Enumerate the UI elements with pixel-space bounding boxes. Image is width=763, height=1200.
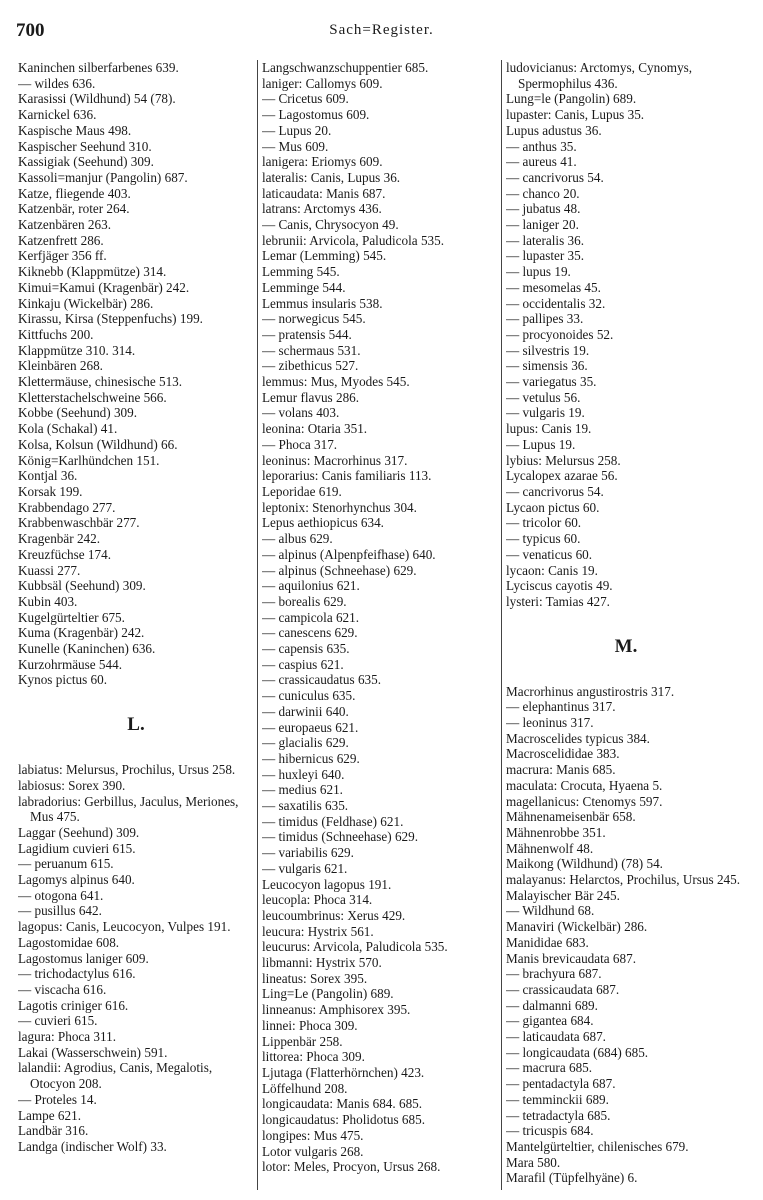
index-entry: Korsak 199. bbox=[18, 483, 83, 499]
index-entry: Landga (indischer Wolf) 33. bbox=[18, 1139, 167, 1154]
index-entry: Kunelle (Kaninchen) 636. bbox=[18, 641, 156, 657]
index-entry: Kaspischer Seehund 310. bbox=[18, 138, 152, 154]
column-divider bbox=[501, 60, 502, 1190]
index-entry: — variegatus 35. bbox=[506, 374, 597, 390]
index-entry: Kubin 403. bbox=[18, 593, 78, 609]
index-entry: labiatus: Melursus, Prochilus, Ursus 258. bbox=[18, 762, 236, 778]
index-entry: Kassigiak (Seehund) 309. bbox=[18, 154, 154, 170]
index-entry: Kinkaju (Wickelbär) 286. bbox=[18, 295, 154, 311]
index-entry: lupaster: Canis, Lupus 35. bbox=[506, 107, 645, 123]
index-entry: macrura: Manis 685. bbox=[506, 762, 616, 778]
index-entry: — darwinii 640. bbox=[262, 703, 349, 719]
index-entry: Leucocyon lagopus 191. bbox=[262, 876, 392, 892]
index-entry: Kreuzfüchse 174. bbox=[18, 546, 112, 562]
index-entry: — Lagostomus 609. bbox=[262, 107, 370, 123]
index-entry: linneanus: Amphisorex 395. bbox=[262, 1002, 411, 1018]
index-entry: Kynos pictus 60. bbox=[18, 672, 108, 688]
index-entry: leucurus: Arvicola, Paludicola 535. bbox=[262, 939, 448, 955]
index-entry: — venaticus 60. bbox=[506, 546, 593, 562]
index-entry: Mähnenrobbe 351. bbox=[506, 824, 606, 840]
page-header bbox=[0, 20, 763, 44]
index-entry: Leporidae 619. bbox=[262, 483, 342, 499]
index-entry: Lippenbär 258. bbox=[262, 1033, 343, 1049]
page-number: 700 bbox=[16, 20, 45, 41]
index-entry: — Wildhund 68. bbox=[506, 903, 595, 919]
index-entry: Mara 580. bbox=[506, 1154, 561, 1170]
index-entry: leonina: Otaria 351. bbox=[262, 421, 368, 437]
index-entry: Mähnenameisenbär 658. bbox=[506, 809, 636, 825]
index-entry: — pallipes 33. bbox=[506, 311, 584, 327]
index-entry: lebrunii: Arvicola, Paludicola 535. bbox=[262, 232, 445, 248]
index-entry: longicaudata: Manis 684. 685. bbox=[262, 1096, 423, 1112]
index-entry: — timidus (Schneehase) 629. bbox=[262, 829, 419, 845]
index-entry: laniger: Callomys 609. bbox=[262, 75, 383, 91]
index-entry: Katzenbär, roter 264. bbox=[18, 201, 130, 217]
index-entry: Klettermäuse, chinesische 513. bbox=[18, 374, 183, 390]
index-entry: Mähnenwolf 48. bbox=[506, 840, 594, 856]
index-entry: — Canis, Chrysocyon 49. bbox=[262, 217, 399, 233]
index-entry: ludovicianus: Arctomys, Cynomys, Spermophilus 436. bbox=[506, 60, 693, 91]
index-entry: latrans: Arctomys 436. bbox=[262, 201, 382, 217]
index-entry: — pusillus 642. bbox=[18, 903, 102, 919]
index-entry: — vulgaris 621. bbox=[262, 860, 348, 876]
index-entry: leporarius: Canis familiaris 113. bbox=[262, 468, 432, 484]
index-entry: — cuvieri 615. bbox=[18, 1013, 98, 1029]
index-entry: leoninus: Macrorhinus 317. bbox=[262, 452, 408, 468]
index-entry: Kugelgürteltier 675. bbox=[18, 609, 125, 625]
index-entry: — dalmanni 689. bbox=[506, 997, 598, 1013]
index-entry: Ljutaga (Flatterhörnchen) 423. bbox=[262, 1065, 425, 1080]
index-entry: — schermaus 531. bbox=[262, 342, 361, 358]
index-entry: Kola (Schakal) 41. bbox=[18, 421, 118, 437]
index-entry: — Cricetus 609. bbox=[262, 91, 349, 107]
column-divider bbox=[257, 60, 258, 1190]
index-entry: Lupus adustus 36. bbox=[506, 122, 602, 138]
index-entry: — lupaster 35. bbox=[506, 248, 585, 264]
index-entry: — canescens 629. bbox=[262, 625, 358, 641]
index-entry: Lemming 545. bbox=[262, 264, 340, 280]
index-entry: — Lupus 19. bbox=[506, 436, 576, 452]
index-entry: lagopus: Canis, Leucocyon, Vulpes 191. bbox=[18, 919, 231, 935]
index-entry: — crassicaudata 687. bbox=[506, 981, 620, 997]
index-entry: — laniger 20. bbox=[506, 217, 579, 233]
index-entry: — volans 403. bbox=[262, 405, 340, 421]
index-entry: Lung=le (Pangolin) 689. bbox=[506, 91, 637, 107]
index-entry: Maikong (Wildhund) (78) 54. bbox=[506, 856, 663, 872]
index-entry: Lampe 621. bbox=[18, 1107, 81, 1123]
index-entry: — otogona 641. bbox=[18, 887, 104, 903]
index-entry: Manididae 683. bbox=[506, 934, 589, 950]
index-entry: Klappmütze 310. 314. bbox=[18, 342, 136, 358]
index-entry: — crassicaudatus 635. bbox=[262, 672, 382, 688]
index-entry: Kuma (Kragenbär) 242. bbox=[18, 625, 145, 641]
section-letter-heading: L. bbox=[127, 714, 145, 736]
index-entry: labradorius: Gerbillus, Jaculus, Meriones, Mus 475. bbox=[18, 793, 239, 825]
index-entry: longicaudatus: Pholidotus 685. bbox=[262, 1112, 426, 1128]
index-entry: lysteri: Tamias 427. bbox=[506, 593, 610, 609]
index-entry: Kletterstachelschweine 566. bbox=[18, 389, 167, 405]
index-entry: — albus 629. bbox=[262, 531, 333, 547]
index-entry: Katze, fliegende 403. bbox=[18, 185, 131, 201]
index-entry: maculata: Crocuta, Hyaena 5. bbox=[506, 777, 663, 793]
index-entry: Lepus aethiopicus 634. bbox=[262, 515, 384, 531]
index-entry: — cuniculus 635. bbox=[262, 688, 356, 704]
index-entry: lateralis: Canis, Lupus 36. bbox=[262, 169, 401, 185]
index-entry: — cancrivorus 54. bbox=[506, 169, 604, 185]
index-entry: — macrura 685. bbox=[506, 1060, 593, 1076]
index-entry: Lyciscus cayotis 49. bbox=[506, 578, 613, 594]
index-entry: — gigantea 684. bbox=[506, 1013, 594, 1029]
section-letter-heading: M. bbox=[614, 635, 638, 657]
index-entry: — tricuspis 684. bbox=[506, 1123, 594, 1139]
index-entry: Karasissi (Wildhund) 54 (78). bbox=[18, 91, 176, 107]
index-entry: Macroscelididae 383. bbox=[506, 746, 620, 762]
index-entry: Kassoli=manjur (Pangolin) 687. bbox=[18, 169, 188, 185]
index-entry: Macrorhinus angustirostris 317. bbox=[506, 683, 675, 699]
index-entry: Krabbenwaschbär 277. bbox=[18, 515, 140, 531]
index-entry: lineatus: Sorex 395. bbox=[262, 970, 368, 986]
index-entry: Kragenbär 242. bbox=[18, 531, 101, 547]
index-entry: — pratensis 544. bbox=[262, 326, 352, 342]
index-entry: — aureus 41. bbox=[506, 154, 577, 170]
index-entry: linnei: Phoca 309. bbox=[262, 1017, 358, 1033]
index-entry: Langschwanzschuppentier 685. bbox=[262, 60, 429, 75]
index-entry: Lycalopex azarae 56. bbox=[506, 468, 618, 484]
index-entry: — laticaudata 687. bbox=[506, 1029, 606, 1045]
index-entry: Kiknebb (Klappmütze) 314. bbox=[18, 264, 167, 280]
index-entry: labiosus: Sorex 390. bbox=[18, 777, 126, 793]
index-entry: — variabilis 629. bbox=[262, 845, 354, 861]
index-entry: Lemar (Lemming) 545. bbox=[262, 248, 387, 264]
index-entry: Malayischer Bär 245. bbox=[506, 887, 620, 903]
index-entry: Lagidium cuvieri 615. bbox=[18, 840, 136, 856]
index-column-2 bbox=[262, 60, 498, 1190]
index-entry: Lemminge 544. bbox=[262, 279, 346, 295]
index-entry: libmanni: Hystrix 570. bbox=[262, 955, 382, 971]
index-entry: — anthus 35. bbox=[506, 138, 577, 154]
running-head: Sach=Register. bbox=[329, 22, 434, 38]
index-entry: lybius: Melursus 258. bbox=[506, 452, 621, 468]
index-entry: Kittfuchs 200. bbox=[18, 326, 94, 342]
index-entry: laticaudata: Manis 687. bbox=[262, 185, 386, 201]
index-entry: Lagostomus laniger 609. bbox=[18, 950, 149, 966]
index-entry: — capensis 635. bbox=[262, 641, 350, 657]
index-entry: — glacialis 629. bbox=[262, 735, 349, 751]
index-entry: — elephantinus 317. bbox=[506, 699, 616, 715]
index-entry: Löffelhund 208. bbox=[262, 1080, 348, 1096]
index-entry: Kaspische Maus 498. bbox=[18, 122, 132, 138]
index-entry: lycaon: Canis 19. bbox=[506, 562, 598, 578]
index-entry: lagura: Phoca 311. bbox=[18, 1029, 117, 1045]
index-entry: — cancrivorus 54. bbox=[506, 483, 604, 499]
index-entry: littorea: Phoca 309. bbox=[262, 1049, 365, 1065]
index-entry: — campicola 621. bbox=[262, 609, 360, 625]
index-entry: — viscacha 616. bbox=[18, 981, 107, 997]
index-entry: leptonix: Stenorhynchus 304. bbox=[262, 499, 417, 515]
index-entry: — pentadactyla 687. bbox=[506, 1076, 616, 1092]
index-entry: Manaviri (Wickelbär) 286. bbox=[506, 919, 648, 935]
index-entry: — longicaudata (684) 685. bbox=[506, 1044, 649, 1060]
index-entry: Kaninchen silberfarbenes 639. bbox=[18, 60, 179, 75]
index-entry: lupus: Canis 19. bbox=[506, 421, 592, 437]
index-entry: — wildes 636. bbox=[18, 75, 96, 91]
index-entry: — occidentalis 32. bbox=[506, 295, 606, 311]
index-entry: Kerfjäger 356 ff. bbox=[18, 248, 107, 264]
index-entry: — vulgaris 19. bbox=[506, 405, 585, 421]
index-entry: König=Karlhündchen 151. bbox=[18, 452, 160, 468]
index-entry: Lagomys alpinus 640. bbox=[18, 872, 135, 888]
index-entry: magellanicus: Ctenomys 597. bbox=[506, 793, 663, 809]
index-entry: — peruanum 615. bbox=[18, 856, 114, 872]
index-entry: Kolsa, Kolsun (Wildhund) 66. bbox=[18, 436, 178, 452]
index-column-1 bbox=[18, 60, 254, 1190]
index-entry: — simensis 36. bbox=[506, 358, 588, 374]
index-entry: — tetradactyla 685. bbox=[506, 1107, 611, 1123]
index-entry: — huxleyi 640. bbox=[262, 766, 345, 782]
index-entry: — temminckii 689. bbox=[506, 1091, 609, 1107]
index-entry: — vetulus 56. bbox=[506, 389, 581, 405]
index-entry: — borealis 629. bbox=[262, 593, 347, 609]
index-entry: leucura: Hystrix 561. bbox=[262, 923, 374, 939]
index-entry: Kuassi 277. bbox=[18, 562, 81, 578]
index-entry: — europaeus 621. bbox=[262, 719, 359, 735]
index-entry: — medius 621. bbox=[262, 782, 343, 798]
index-entry: — brachyura 687. bbox=[506, 966, 602, 982]
index-entry: Kobbe (Seehund) 309. bbox=[18, 405, 138, 421]
index-entry: — mesomelas 45. bbox=[506, 279, 601, 295]
index-entry: lanigera: Eriomys 609. bbox=[262, 154, 383, 170]
index-entry: — Proteles 14. bbox=[18, 1091, 97, 1107]
index-entry: — trichodactylus 616. bbox=[18, 966, 136, 982]
index-entry: — jubatus 48. bbox=[506, 201, 581, 217]
index-entry: leucopla: Phoca 314. bbox=[262, 892, 373, 908]
index-entry: — zibethicus 527. bbox=[262, 358, 359, 374]
index-entry: longipes: Mus 475. bbox=[262, 1127, 364, 1143]
index-entry: Katzenbären 263. bbox=[18, 217, 112, 233]
index-entry: Lagotis criniger 616. bbox=[18, 997, 129, 1013]
index-entry: Kirassu, Kirsa (Steppenfuchs) 199. bbox=[18, 311, 203, 327]
index-entry: — Lupus 20. bbox=[262, 122, 332, 138]
index-entry: Kurzohrmäuse 544. bbox=[18, 656, 123, 672]
index-entry: Kimui=Kamui (Kragenbär) 242. bbox=[18, 279, 190, 295]
index-entry: — saxatilis 635. bbox=[262, 798, 349, 814]
index-entry: Lycaon pictus 60. bbox=[506, 499, 600, 515]
index-entry: lalandii: Agrodius, Canis, Megalotis, Otocyon 208. bbox=[18, 1060, 213, 1092]
index-entry: leucoumbrinus: Xerus 429. bbox=[262, 907, 406, 923]
index-entry: Landbär 316. bbox=[18, 1123, 89, 1139]
index-entry: — norwegicus 545. bbox=[262, 311, 366, 327]
index-entry: lotor: Meles, Procyon, Ursus 268. bbox=[262, 1159, 441, 1175]
index-column-3 bbox=[506, 60, 746, 1190]
index-entry: — leoninus 317. bbox=[506, 715, 594, 731]
index-entry: — Phoca 317. bbox=[262, 436, 338, 452]
index-entry: Laggar (Seehund) 309. bbox=[18, 824, 140, 840]
index-entry: — tricolor 60. bbox=[506, 515, 582, 531]
index-entry: — hibernicus 629. bbox=[262, 750, 360, 766]
index-entry: Lotor vulgaris 268. bbox=[262, 1143, 364, 1159]
index-entry: — chanco 20. bbox=[506, 185, 580, 201]
index-entry: — Mus 609. bbox=[262, 138, 329, 154]
index-entry: — alpinus (Schneehase) 629. bbox=[262, 562, 417, 578]
index-entry: Lakai (Wasserschwein) 591. bbox=[18, 1044, 168, 1060]
index-entry: Kubbsäl (Seehund) 309. bbox=[18, 578, 146, 594]
index-entry: Katzenfrett 286. bbox=[18, 232, 104, 248]
index-entry: lemmus: Mus, Myodes 545. bbox=[262, 374, 410, 390]
index-entry: — caspius 621. bbox=[262, 656, 344, 672]
index-entry: — silvestris 19. bbox=[506, 342, 590, 358]
index-entry: Macroscelides typicus 384. bbox=[506, 730, 650, 746]
index-entry: Manis brevicaudata 687. bbox=[506, 950, 637, 966]
index-entry: — alpinus (Alpenpfeifhase) 640. bbox=[262, 546, 436, 562]
index-entry: Lemmus insularis 538. bbox=[262, 295, 383, 311]
index-entry: Marafil (Tüpfelhyäne) 6. bbox=[506, 1170, 638, 1186]
index-entry: — procyonoides 52. bbox=[506, 326, 614, 342]
index-entry: Lemur flavus 286. bbox=[262, 389, 360, 405]
index-entry: Karnickel 636. bbox=[18, 107, 97, 123]
index-entry: Kleinbären 268. bbox=[18, 358, 103, 374]
index-entry: — timidus (Feldhase) 621. bbox=[262, 813, 404, 829]
index-entry: — lupus 19. bbox=[506, 264, 571, 280]
index-entry: — typicus 60. bbox=[506, 531, 581, 547]
index-entry: Lagostomidae 608. bbox=[18, 934, 120, 950]
index-entry: malayanus: Helarctos, Prochilus, Ursus 245. bbox=[506, 872, 741, 888]
index-entry: Kontjal 36. bbox=[18, 468, 78, 484]
index-entry: Mantelgürteltier, chilenisches 679. bbox=[506, 1139, 689, 1154]
index-entry: Ling=Le (Pangolin) 689. bbox=[262, 986, 394, 1002]
index-entry: — aquilonius 621. bbox=[262, 578, 360, 594]
index-entry: — lateralis 36. bbox=[506, 232, 585, 248]
index-entry: Krabbendago 277. bbox=[18, 499, 116, 515]
